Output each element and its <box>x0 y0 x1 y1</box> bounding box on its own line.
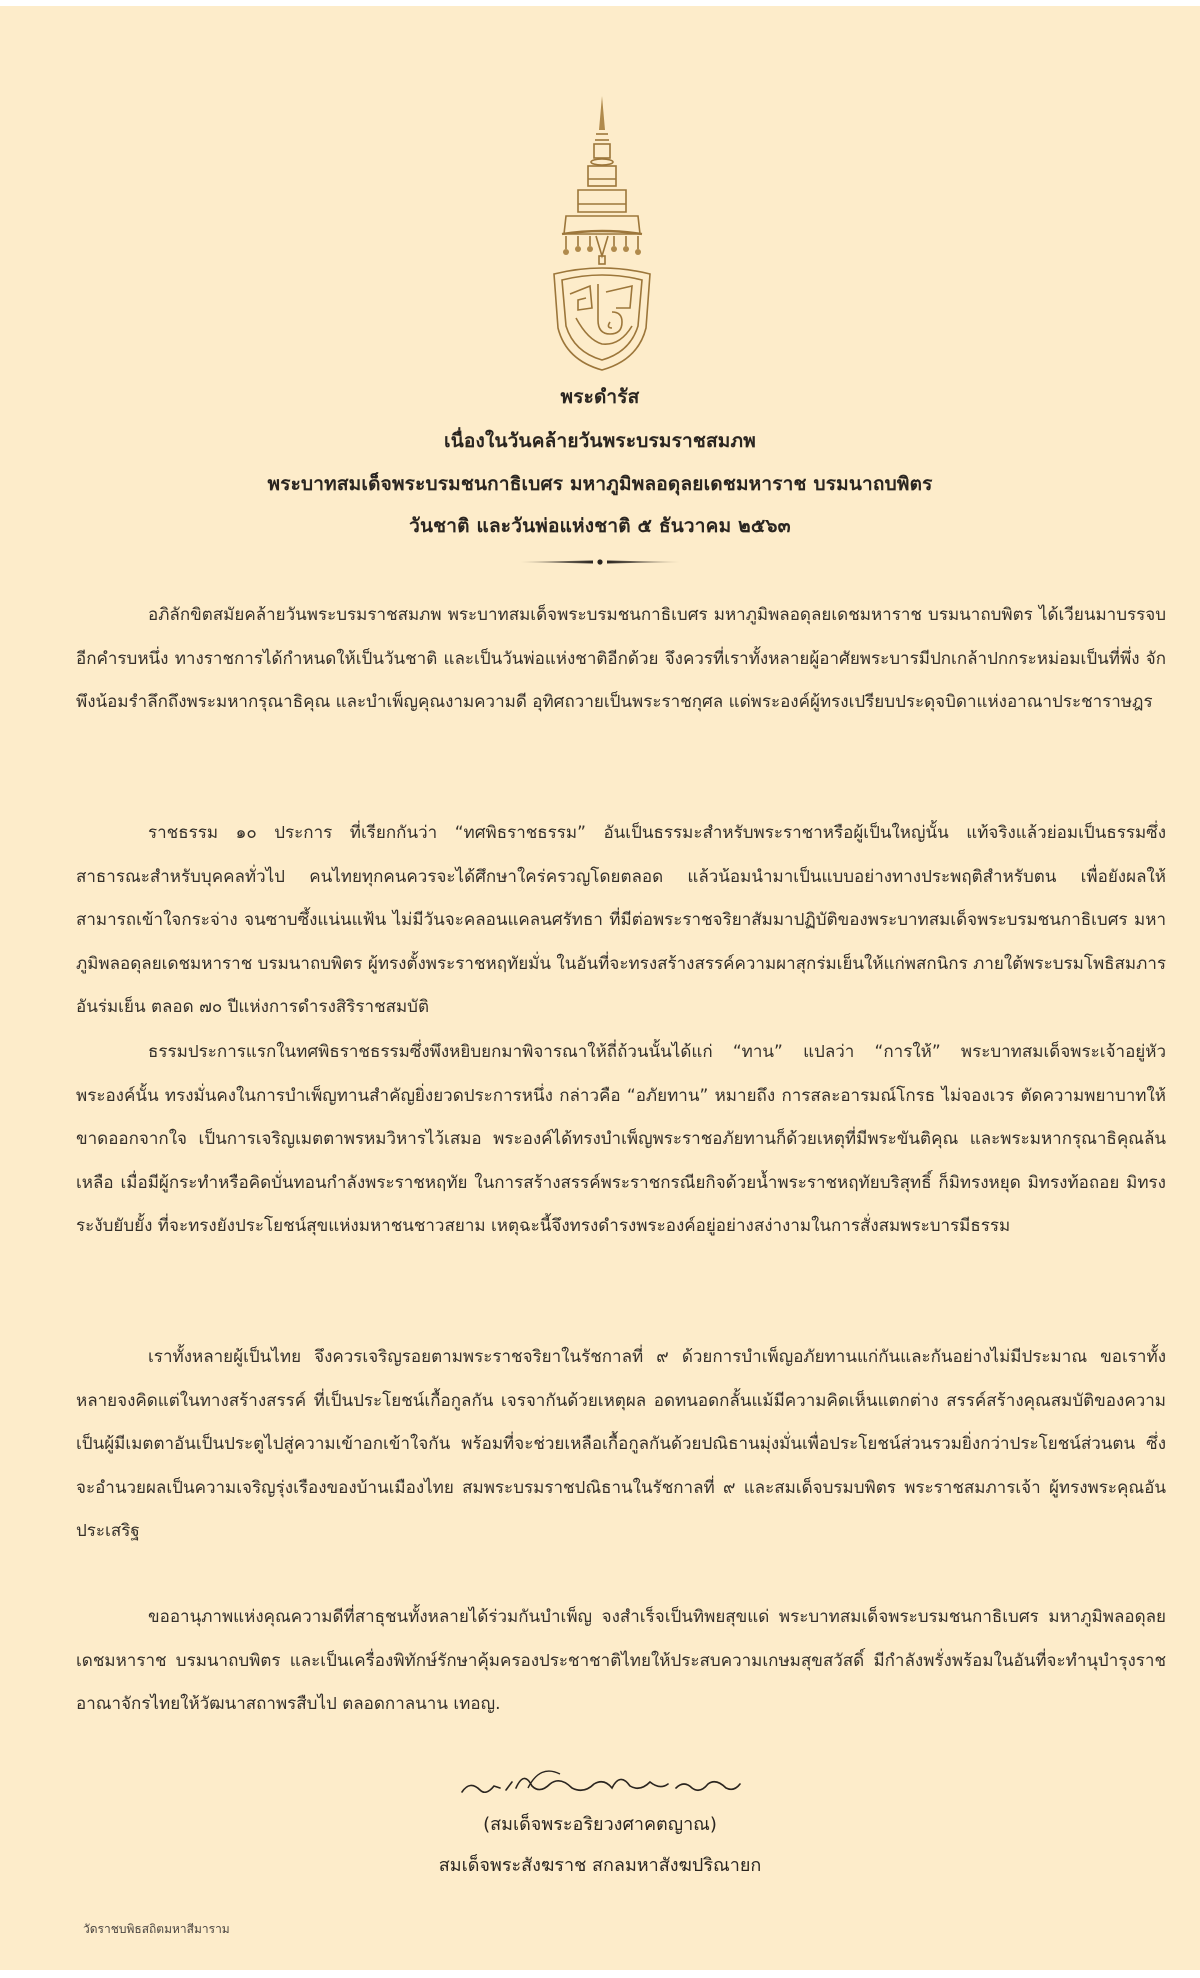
paragraph-4-text: เราทั้งหลายผู้เป็นไทย จึงควรเจริญรอยตามพระราชจริยาในรัชกาลที่ ๙ ด้วยการบำเพ็ญอภัยทานแก่กันและกันอย่างไม่มีประมาณ ขอเราทั้งหลายจงคิดแต่ในทางสร้างสรรค์ ที่เป็นประโยชน์เกื้อกูลกัน เจรจากันด้วยเหตุผล อดทนอดกลั้นแม้มีความคิดเห็นแตกต่าง สรรค์สร้างคุณสมบัติของความเป็นผู้มีเมตตาอันเป็นประตูไปสู่ความเข้าอกเข้าใจกัน พร้อมที่จะช่วยเหลือเกื้อกูลกันด้วยปณิธานมุ่งมั่นเพื่อประโยชน์ส่วนรวมยิ่งกว่าประโยชน์ส่วนตน ซึ่งจะอำนวยผลเป็นความเจริญรุ่งเรืองของบ้านเมืองไทย สมพระบรมราชปณิธานในรัชกาลที่ ๙ และสมเด็จบรมบพิตร พระราชสมภารเจ้า ผู้ทรงพระคุณอันประเสริฐ <box>76 1347 1166 1541</box>
ornamental-divider <box>515 557 685 567</box>
heading-date: วันชาติ และวันพ่อแห่งชาติ ๕ ธันวาคม ๒๕๖๓ <box>409 515 791 537</box>
heading-king-title: พระบาทสมเด็จพระบรมชนกาธิเบศร มหาภูมิพลอดุลยเดชมหาราช บรมนาถบพิตร <box>267 473 933 495</box>
footer-organization: วัดราชบพิธสถิตมหาสีมาราม <box>83 1922 230 1936</box>
document-page <box>0 6 1200 1970</box>
signatory-title: สมเด็จพระสังฆราช สกลมหาสังฆปริณายก <box>438 1855 762 1876</box>
paragraph-3-text: ธรรมประการแรกในทศพิธราชธรรมซึ่งพึงหยิบยกมาพิจารณาให้ถี่ถ้วนนั้นได้แก่ “ทาน” แปลว่า “การให้” พระบาทสมเด็จพระเจ้าอยู่หัวพระองค์นั้น ทรงมั่นคงในการบำเพ็ญทานสำคัญยิ่งยวดประการหนึ่ง กล่าวคือ “อภัยทาน” หมายถึง การสละอารมณ์โกรธ ไม่จองเวร ตัดความพยาบาทให้ขาดออกจากใจ เป็นการเจริญเมตตาพรหมวิหารไว้เสมอ พระองค์ได้ทรงบำเพ็ญพระราชอภัยทานก็ด้วยเหตุที่มีพระขันติคุณ และพระมหากรุณาธิคุณล้นเหลือ เมื่อมีผู้กระทำหรือคิดบั่นทอนกำลังพระราชหฤทัย ในการสร้างสรรค์พระราชกรณียกิจด้วยน้ำพระราชหฤทัยบริสุทธิ์ ก็มิทรงหยุด มิทรงท้อถอย มิทรงระงับยับยั้ง ที่จะทรงยังประโยชน์สุขแห่งมหาชนชาวสยาม เหตุฉะนี้จึงทรงดำรงพระองค์อยู่อย่างสง่างามในการสั่งสมพระบารมีธรรม <box>76 1042 1166 1236</box>
heading-occasion: เนื่องในวันคล้ายวันพระบรมราชสมภพ <box>444 430 756 452</box>
signatory-name: (สมเด็จพระอริยวงศาคตญาณ) <box>483 1814 717 1835</box>
paragraph-5-text: ขออานุภาพแห่งคุณความดีที่สาธุชนทั้งหลายได้ร่วมกันบำเพ็ญ จงสำเร็จเป็นทิพยสุขแด่ พระบาทสมเด็จพระบรมชนกาธิเบศร มหาภูมิพลอดุลยเดชมหาราช บรมนาถบพิตร และเป็นเครื่องพิทักษ์รักษาคุ้มครองประชาชาติไทยให้ประสบความเกษมสุขสวัสดิ์ มีกำลังพรั่งพร้อมในอันที่จะทำนุบำรุงราชอาณาจักรไทยให้วัฒนาสถาพรสืบไป ตลอดกาลนาน เทอญ. <box>76 1607 1166 1714</box>
royal-emblem-icon <box>548 94 656 374</box>
paragraph-5 <box>76 1596 1166 1727</box>
paragraph-1 <box>76 594 1166 725</box>
paragraph-2-text: ราชธรรม ๑๐ ประการ ที่เรียกกันว่า “ทศพิธราชธรรม” อันเป็นธรรมะสำหรับพระราชาหรือผู้เป็นใหญ่นั้น แท้จริงแล้วย่อมเป็นธรรมซึ่งสาธารณะสำหรับบุคคลทั่วไป คนไทยทุกคนควรจะได้ศึกษาใคร่ครวญโดยตลอด แล้วน้อมนำมาเป็นแบบอย่างทางประพฤติสำหรับตน เพื่อยังผลให้สามารถเข้าใจกระจ่าง จนซาบซึ้งแน่นแฟ้น ไม่มีวันจะคลอนแคลนศรัทธา ที่มีต่อพระราชจริยาสัมมาปฏิบัติของพระบาทสมเด็จพระบรมชนกาธิเบศร มหาภูมิพลอดุลยเดชมหาราช บรมนาถบพิตร ผู้ทรงตั้งพระราชหฤทัยมั่น ในอันที่จะทรงสร้างสรรค์ความผาสุกร่มเย็นให้แก่พสกนิกร ภายใต้พระบรมโพธิสมภารอันร่มเย็น ตลอด ๗๐ ปีแห่งการดำรงสิริราชสมบัติ <box>76 823 1166 1017</box>
handwritten-signature-icon <box>0 1766 1200 1800</box>
paragraph-3 <box>76 1031 1166 1249</box>
paragraph-4 <box>76 1336 1166 1554</box>
paragraph-2 <box>76 812 1166 1030</box>
heading-address-title: พระดำรัส <box>560 386 640 408</box>
paragraph-1-text: อภิลักขิตสมัยคล้ายวันพระบรมราชสมภพ พระบาทสมเด็จพระบรมชนกาธิเบศร มหาภูมิพลอดุลยเดชมหาราช บรมนาถบพิตร ได้เวียนมาบรรจบอีกคำรบหนึ่ง ทางราชการได้กำหนดให้เป็นวันชาติ และเป็นวันพ่อแห่งชาติอีกด้วย จึงควรที่เราทั้งหลายผู้อาศัยพระบารมีปกเกล้าปกกระหม่อมเป็นที่พึ่ง จักพึงน้อมรำลึกถึงพระมหากรุณาธิคุณ และบำเพ็ญคุณงามความดี อุทิศถวายเป็นพระราชกุศล แด่พระองค์ผู้ทรงเปรียบประดุจบิดาแห่งอาณาประชาราษฎร <box>76 605 1166 712</box>
